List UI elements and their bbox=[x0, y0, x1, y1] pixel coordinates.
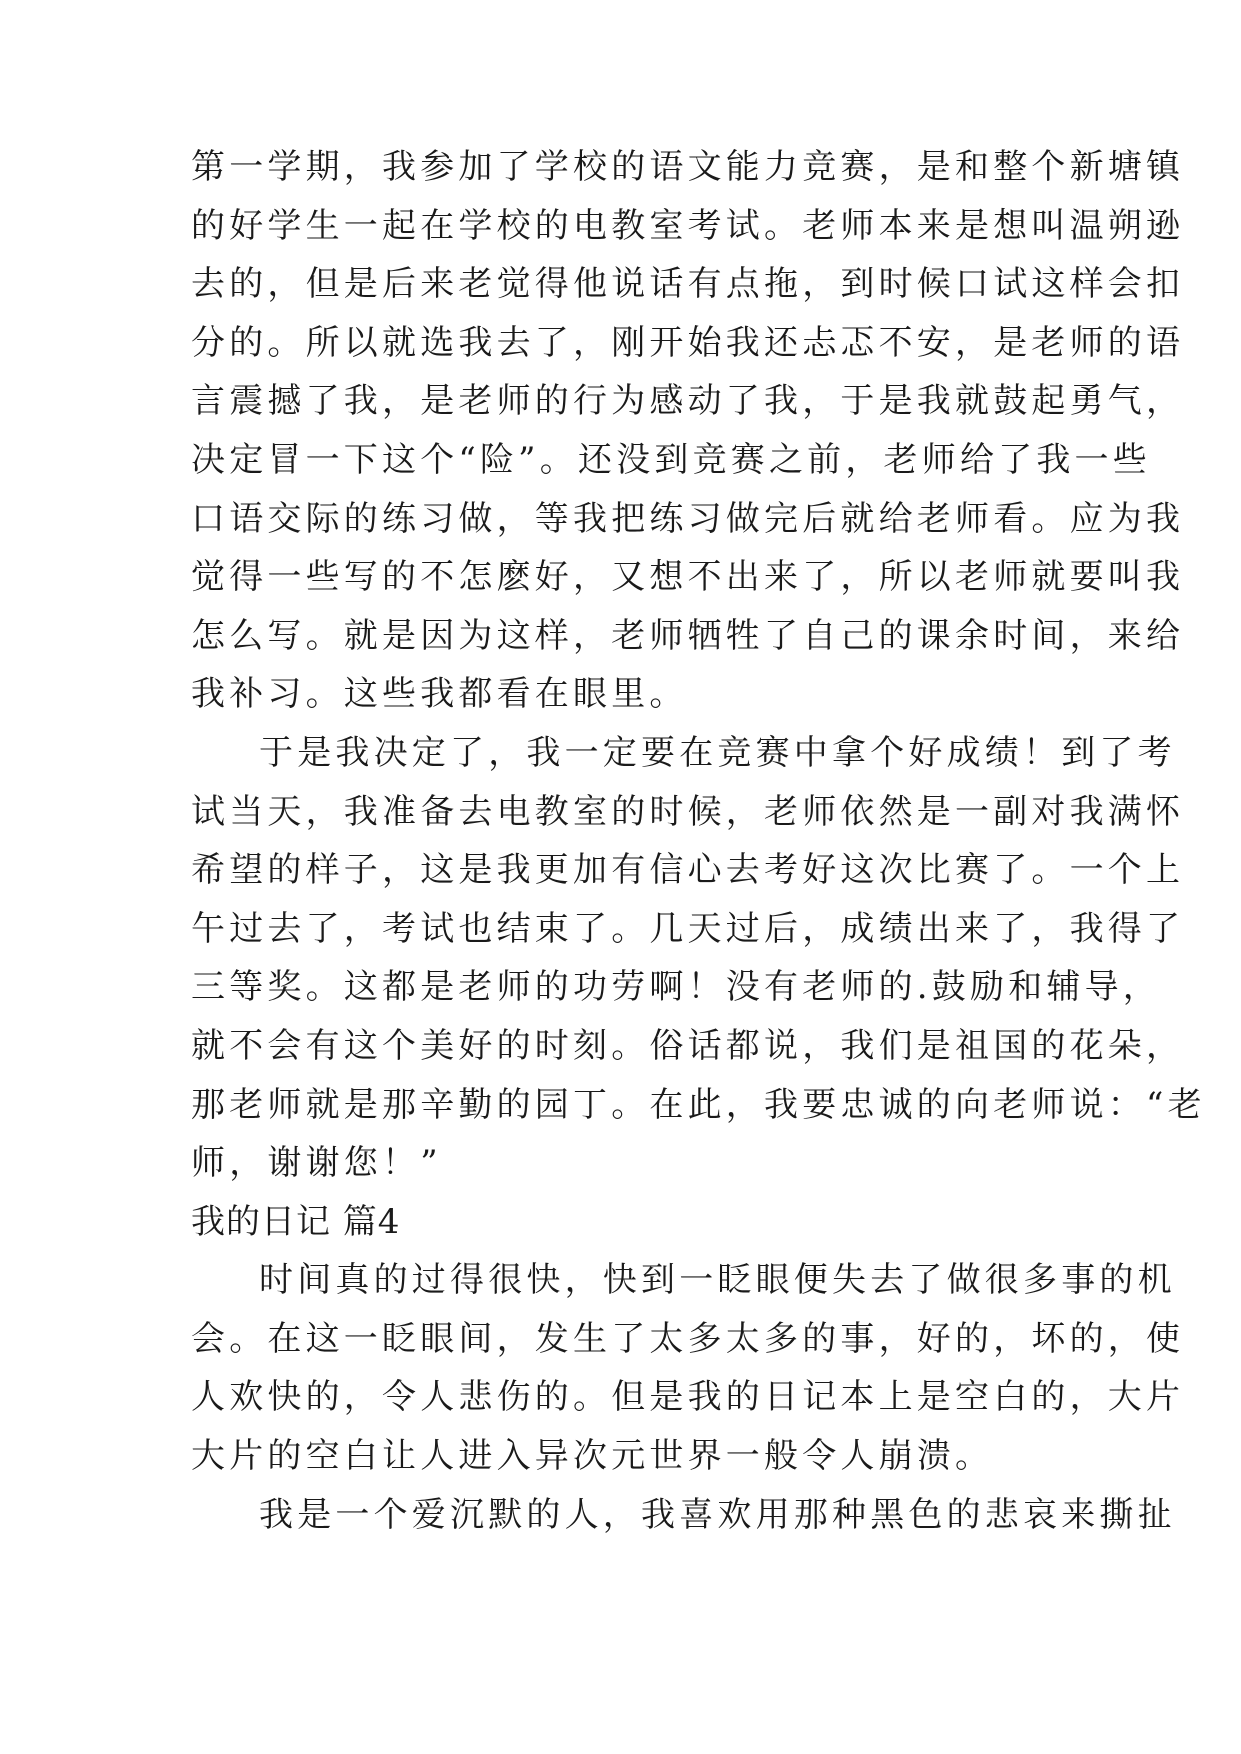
text-line: 时间真的过得很快，快到一眨眼便失去了做很多事的机 bbox=[259, 1260, 1176, 1301]
text-line: 口语交际的练习做，等我把练习做完后就给老师看。应为我 bbox=[191, 498, 1185, 539]
text-line: 三等奖。这都是老师的功劳啊！没有老师的.鼓励和辅导， bbox=[191, 967, 1162, 1008]
text-line: 言震撼了我，是老师的行为感动了我，于是我就鼓起勇气， bbox=[191, 381, 1185, 422]
paragraph-3 bbox=[191, 1251, 1185, 1485]
text-line: 试当天，我准备去电教室的时候，老师依然是一副对我满怀 bbox=[191, 791, 1185, 832]
text-line: 决定冒一下这个“险”。还没到竞赛之前，老师给了我一些 bbox=[191, 439, 1151, 480]
text-line: 会。在这一眨眼间，发生了太多太多的事，好的，坏的，使 bbox=[191, 1318, 1185, 1359]
section-heading: 我的日记 篇4 bbox=[191, 1201, 401, 1242]
paragraph-1 bbox=[191, 138, 1185, 724]
text-line: 分的。所以就选我去了，刚开始我还忐忑不安，是老师的语 bbox=[191, 322, 1185, 363]
paragraph-4 bbox=[191, 1486, 1176, 1545]
text-line: 那老师就是那辛勤的园丁。在此，我要忠诚的向老师说：“老 bbox=[191, 1084, 1206, 1125]
document-body bbox=[191, 138, 1206, 1544]
text-line: 希望的样子，这是我更加有信心去考好这次比赛了。一个上 bbox=[191, 850, 1185, 891]
text-line: 师，谢谢您！” bbox=[191, 1143, 442, 1184]
text-line: 大片的空白让人进入异次元世界一般令人崩溃。 bbox=[191, 1436, 994, 1477]
text-line: 我是一个爱沉默的人，我喜欢用那种黑色的悲哀来撕扯 bbox=[259, 1494, 1176, 1535]
text-line: 人欢快的，令人悲伤的。但是我的日记本上是空白的，大片 bbox=[191, 1377, 1185, 1418]
text-line: 怎么写。就是因为这样，老师牺牲了自己的课余时间，来给 bbox=[191, 615, 1185, 656]
text-line: 我补习。这些我都看在眼里。 bbox=[191, 674, 688, 715]
text-line: 于是我决定了，我一定要在竞赛中拿个好成绩！到了考 bbox=[259, 732, 1176, 773]
text-line: 午过去了，考试也结束了。几天过后，成绩出来了，我得了 bbox=[191, 908, 1185, 949]
text-line: 觉得一些写的不怎麽好，又想不出来了，所以老师就要叫我 bbox=[191, 557, 1185, 598]
text-line: 就不会有这个美好的时刻。俗话都说，我们是祖国的花朵， bbox=[191, 1025, 1185, 1066]
text-line: 第一学期，我参加了学校的语文能力竞赛，是和整个新塘镇 bbox=[191, 147, 1185, 187]
text-line: 的好学生一起在学校的电教室考试。老师本来是想叫温朔逊 bbox=[191, 205, 1185, 246]
paragraph-2 bbox=[191, 724, 1206, 1193]
text-line: 去的，但是后来老觉得他说话有点拖，到时候口试这样会扣 bbox=[191, 264, 1185, 305]
